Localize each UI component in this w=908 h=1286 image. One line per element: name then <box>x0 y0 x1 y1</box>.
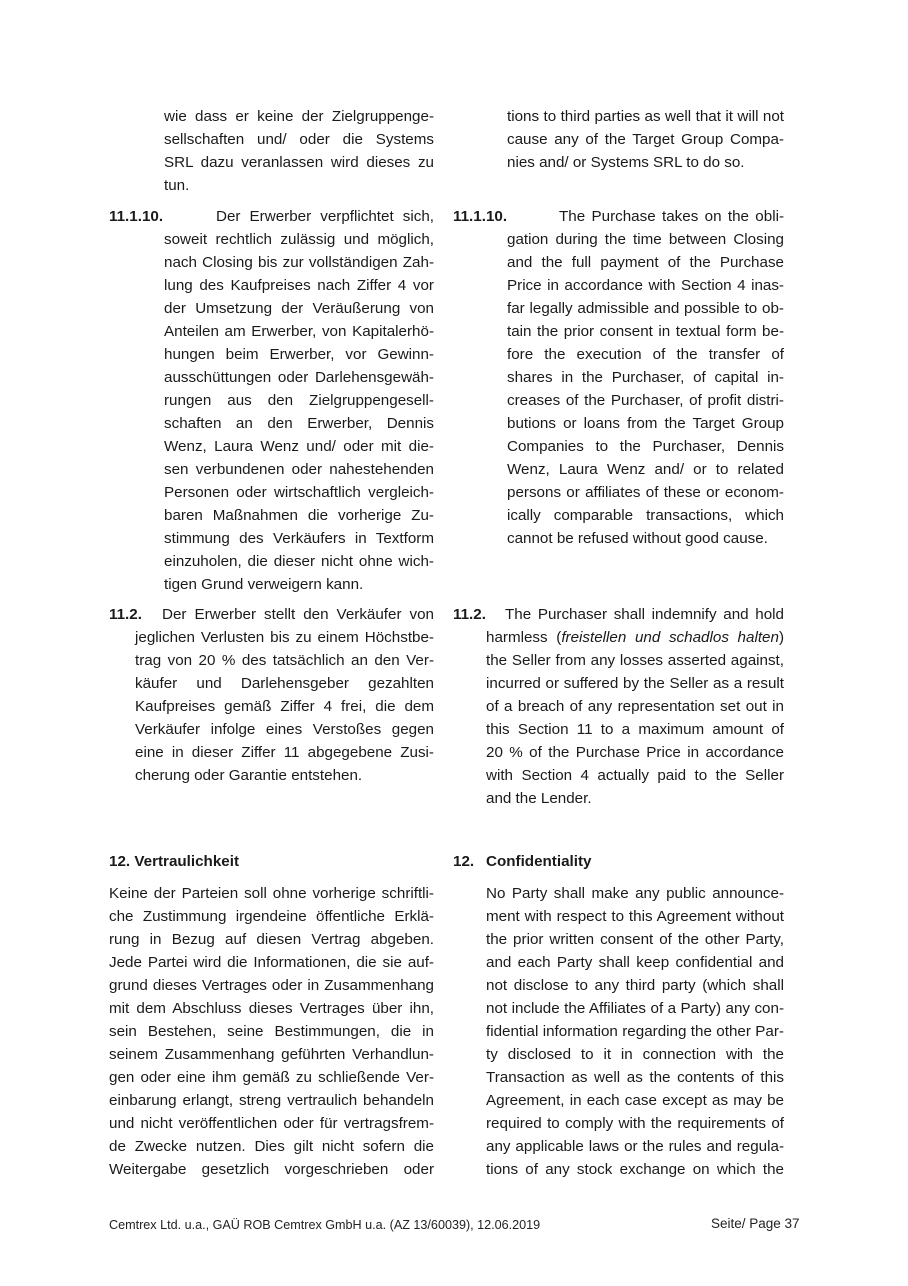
left-section-12 <box>109 882 434 1181</box>
text-line: käufer und Darlehensgeber gezahlten <box>135 675 434 692</box>
left-section-11-1-10 <box>164 205 434 596</box>
text-line: Weitergabe gesetzlich vorgeschrieben oder <box>109 1161 434 1178</box>
text-line: baren Maßnahmen die vorherige Zu- <box>164 507 434 524</box>
text-line <box>486 626 784 649</box>
right-cont-1119 <box>507 105 784 174</box>
text-line: tions of any stock exchange on which the <box>486 1161 784 1178</box>
text-line: persons or affiliates of these or econom- <box>507 484 784 501</box>
text-line: che Zustimmung irgendeine öffentliche Erklä- <box>109 908 434 925</box>
text-line: Jede Partei wird die Informationen, die sie auf- <box>109 954 434 971</box>
left-section-11-2 <box>135 603 434 787</box>
text-line: de Zwecke nutzen. Dies gilt nicht sofern die <box>109 1138 434 1155</box>
text-line: der Umsetzung der Veräußerung von <box>164 300 434 317</box>
text-line: seinem Zusammenhang geführten Verhandlun- <box>109 1046 434 1063</box>
text-line: with Section 4 actually paid to the Seller <box>486 767 784 784</box>
text-line: nach Closing bis zur vollständigen Zah- <box>164 254 434 271</box>
text-line: Der Erwerber verpflichtet sich, <box>216 208 434 225</box>
section-number-11-1-10-de: 11.1.10. <box>109 208 164 225</box>
text-line: not disclose to any third party (which shall <box>486 977 784 994</box>
left-cont-1119 <box>164 105 434 197</box>
text-line: einzuholen, die dieser nicht ohne wich- <box>164 553 434 570</box>
text-line: The Purchase takes on the obli- <box>559 208 784 225</box>
text-line: far legally admissible and possible to ob- <box>507 300 784 317</box>
text-line: Verkäufer infolge eines Verstoßes gegen <box>135 721 434 738</box>
text-line: Anteilen am Erwerber, von Kapitalerhö- <box>164 323 434 340</box>
text-line: of a breach of any representation set out in <box>486 698 784 715</box>
text-line: The Purchaser shall indemnify and hold <box>505 606 784 623</box>
text-line: SRL dazu veranlassen wird dieses zu <box>164 154 434 171</box>
section-heading-12-de: 12. Vertraulichkeit <box>109 853 240 870</box>
text-line: ty disclosed to it in connection with the <box>486 1046 784 1063</box>
german-term-italic: freistellen und schadlos halten <box>561 629 779 646</box>
text-line: 20 % of the Purchase Price in accordance <box>486 744 784 761</box>
section-number-11-2-en: 11.2. <box>453 606 486 623</box>
text-line: Price in accordance with Section 4 inas- <box>507 277 784 294</box>
text-line: the Seller from any losses asserted against, <box>486 652 784 669</box>
text-line: tun. <box>164 177 190 194</box>
text-line: sein Bestehen, seine Bestimmungen, die in <box>109 1023 434 1040</box>
text-line: lung des Kaufpreises nach Ziffer 4 vor <box>164 277 434 294</box>
text-line: rungen aus den Zielgruppengesell- <box>164 392 434 409</box>
text-line: creases of the Purchaser, of profit distri- <box>507 392 784 409</box>
text-line: nies and/ or Systems SRL to do so. <box>507 154 745 171</box>
text-line: not include the Affiliates of a Party) any con- <box>486 1000 784 1017</box>
text-line: butions or loans from the Target Group <box>507 415 784 432</box>
section-number-11-2-de: 11.2. <box>109 606 142 623</box>
footer-page-number: Seite/ Page 37 <box>711 1216 800 1231</box>
text-line: Keine der Parteien soll ohne vorherige schriftli- <box>109 885 434 902</box>
text-line: the prior written consent of the other Party, <box>486 931 784 948</box>
footer-document-reference: Cemtrex Ltd. u.a., GAÜ ROB Cemtrex GmbH u.a. (AZ 13/60039), 12.06.2019 <box>109 1218 541 1232</box>
text-line: Kaufpreises gemäß Ziffer 4 frei, die dem <box>135 698 434 715</box>
section-heading-12-en-title: Confidentiality <box>486 853 592 870</box>
text-line: sen verbundenen oder nahestehenden <box>164 461 434 478</box>
text-line: mit dem Abschluss dieses Vertrages über ihn, <box>109 1000 434 1017</box>
text-line: Wenz, Laura Wenz und/ oder mit die- <box>164 438 434 455</box>
text-line: cherung oder Garantie entstehen. <box>135 767 363 784</box>
text-line: fore the execution of the transfer of <box>507 346 784 363</box>
text-line: cannot be refused without good cause. <box>507 530 768 547</box>
text-line: any applicable laws or the rules and regula- <box>486 1138 784 1155</box>
text-line: jeglichen Verlusten bis zu einem Höchstbe- <box>135 629 434 646</box>
text-line: Companies to the Purchaser, Dennis <box>507 438 784 455</box>
text-line: sellschaften und/ oder die Systems <box>164 131 434 148</box>
text-line: hungen beim Erwerber, vor Gewinn- <box>164 346 434 363</box>
text-line: ically comparable transactions, which <box>507 507 784 524</box>
text-line: einbarung erlangt, streng vertraulich behandeln <box>109 1092 434 1109</box>
text-line: ausschüttungen oder Darlehensgewäh- <box>164 369 434 386</box>
text-line: fidential information regarding the other Par- <box>486 1023 784 1040</box>
text-line: incurred or suffered by the Seller as a result <box>486 675 784 692</box>
text-line: stimmung des Verkäufers in Textform <box>164 530 434 547</box>
text-line: required to comply with the requirements of <box>486 1115 784 1132</box>
text-line: ment with respect to this Agreement without <box>486 908 784 925</box>
section-heading-12-en-number: 12. <box>453 853 475 870</box>
text-line: Transaction as well as the contents of this <box>486 1069 784 1086</box>
text-line: tigen Grund verweigern kann. <box>164 576 364 593</box>
text-line: No Party shall make any public announce- <box>486 885 784 902</box>
text-line: gation during the time between Closing <box>507 231 784 248</box>
right-section-12 <box>486 882 784 1181</box>
text-line: Agreement, in each case except as may be <box>486 1092 784 1109</box>
text-line: Wenz, Laura Wenz and/ or to related <box>507 461 784 478</box>
text-line: eine in dieser Ziffer 11 abgegebene Zusi- <box>135 744 434 761</box>
text-line: soweit rechtlich zulässig und möglich, <box>164 231 434 248</box>
text-line: rung in Bezug auf diesen Vertrag abgeben. <box>109 931 434 948</box>
text-line: and the Lender. <box>486 790 592 807</box>
text-line: trag von 20 % des tatsächlich an den Ver- <box>135 652 434 669</box>
text-line: und nicht veröffentlichen oder für vertragsfrem- <box>109 1115 434 1132</box>
text-line: schaften an den Erwerber, Dennis <box>164 415 434 432</box>
text-line: gen oder eine ihm gemäß zu schließende Ver- <box>109 1069 434 1086</box>
text-line: and the full payment of the Purchase <box>507 254 784 271</box>
text-line: grund dieses Vertrages oder in Zusammenhang <box>109 977 434 994</box>
text-line: and each Party shall keep confidential and <box>486 954 784 971</box>
text-line: wie dass er keine der Zielgruppenge- <box>164 108 434 125</box>
right-section-11-1-10 <box>507 205 784 550</box>
text-line: tain the prior consent in textual form be- <box>507 323 784 340</box>
text-line: shares in the Purchaser, of capital in- <box>507 369 784 386</box>
text-line: tions to third parties as well that it will not <box>507 108 784 125</box>
text-line: this Section 11 to a maximum amount of <box>486 721 784 738</box>
text-fragment: ) <box>778 629 784 646</box>
text-line: Der Erwerber stellt den Verkäufer von <box>162 606 434 623</box>
text-line: Personen oder wirtschaftlich vergleich- <box>164 484 434 501</box>
text-fragment: harmless ( <box>486 629 562 646</box>
text-line: cause any of the Target Group Compa- <box>507 131 784 148</box>
right-section-11-2 <box>486 603 784 810</box>
section-number-11-1-10-en: 11.1.10. <box>453 208 508 225</box>
